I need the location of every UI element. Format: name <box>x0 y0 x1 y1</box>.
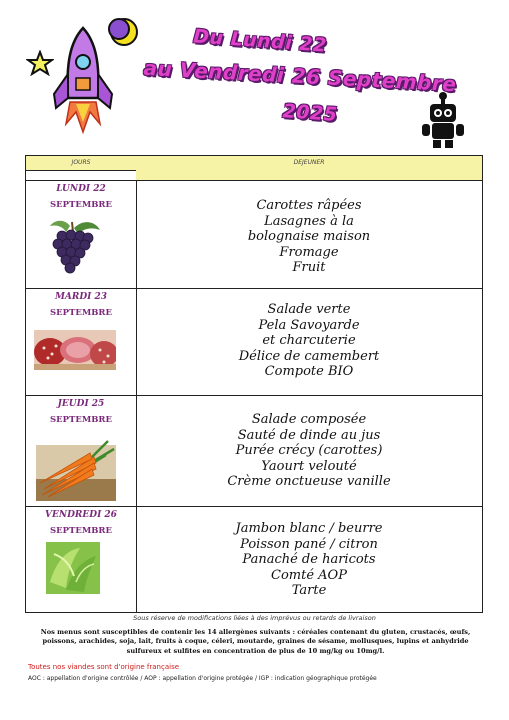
menu-item: Fromage <box>279 244 339 260</box>
label-definitions: AOC : appellation d'origine contrôlée / AOP : appellation d'origine protégée / IGP : indication géographique protégée <box>28 675 377 682</box>
menu-item: Panaché de haricots <box>242 552 376 567</box>
menu-row-monday <box>26 180 482 289</box>
title-line-2: au Vendredi 26 Septembre <box>142 55 458 97</box>
carrots-image <box>36 439 116 501</box>
menu-item: Jambon blanc / beurre <box>235 521 383 536</box>
day-name: LUNDI 22 <box>56 184 106 194</box>
grapes-image <box>40 216 106 278</box>
menu-item: Salade composée <box>251 412 367 427</box>
day-month: SEPTEMBRE <box>50 415 112 425</box>
day-month: SEPTEMBRE <box>50 526 112 536</box>
day-name: JEUDI 25 <box>57 399 105 409</box>
menu-item: Fruit <box>292 260 326 275</box>
menu-item: bolognaise maison <box>247 229 371 244</box>
menu-item: Sauté de dinde au jus <box>237 427 381 443</box>
day-month: SEPTEMBRE <box>50 308 112 318</box>
charcuterie-image <box>34 330 116 370</box>
title-line-1: Du Lundi 22 <box>192 25 328 57</box>
menu-item: Pela Savoyarde <box>258 317 360 333</box>
menu-item: Purée crécy (carottes) <box>235 443 383 458</box>
day-name: VENDREDI 26 <box>45 510 117 520</box>
menu-item: Tarte <box>291 583 327 598</box>
modification-note: Sous réserve de modifications liées à des imprévus ou retards de livraison <box>133 614 376 622</box>
menu-item: Salade verte <box>267 302 351 317</box>
allergens-notice: Nos menus sont susceptibles de contenir les 14 allergènes suivants : céréales contenant du gluten, crustacés, œufs, poissons, arachides, soja, lait, fruits à coque, céleri, moutarde, graines de sésame, mollusques, lupins et anhydride sulfureux et sulfites en concentration de plus de 10 mg/kg ou 10mg/l. <box>40 628 471 655</box>
column-header-days: JOURS <box>26 156 137 171</box>
rocket-icon <box>48 24 118 142</box>
lunch-menu <box>136 521 482 599</box>
day-cell <box>26 395 137 506</box>
menu-row-friday <box>26 506 482 612</box>
day-cell <box>26 506 137 612</box>
menu-item: Poisson pané / citron <box>240 536 378 552</box>
menu-item: Délice de camembert <box>238 348 380 364</box>
menu-item: Carottes râpées <box>256 198 362 213</box>
menu-item: Yaourt velouté <box>261 458 357 474</box>
menu-item: Compote BIO <box>264 364 354 379</box>
day-name: MARDI 23 <box>54 292 108 302</box>
menu-row-tuesday <box>26 288 482 396</box>
meat-origin-note: Toutes nos viandes sont d'origine française <box>28 663 180 671</box>
menu-item: Crème onctueuse vanille <box>227 474 391 489</box>
day-cell <box>26 180 137 288</box>
menu-item: Lasagnes à la <box>264 213 354 229</box>
menu-item: Comté AOP <box>271 567 347 583</box>
day-cell <box>26 288 137 395</box>
lettuce-image <box>46 542 100 594</box>
lunch-menu <box>136 302 482 380</box>
menu-table <box>25 155 483 613</box>
day-month: SEPTEMBRE <box>50 200 112 210</box>
menu-row-thursday <box>26 395 482 507</box>
menu-item: et charcuterie <box>262 333 356 348</box>
lunch-menu <box>136 198 482 276</box>
column-header-lunch: DEJEUNER <box>136 156 482 171</box>
lunch-menu <box>136 412 482 490</box>
title-line-3: 2025 <box>281 100 339 126</box>
